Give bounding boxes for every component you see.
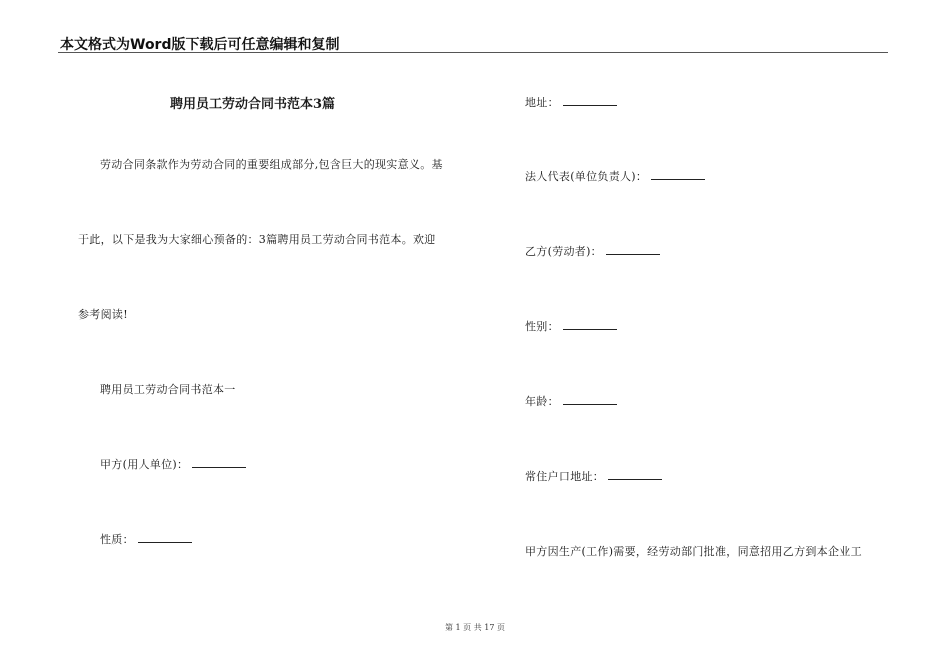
page-footer: 第 1 页 共 17 页 <box>445 623 505 632</box>
blank-underline <box>563 105 617 106</box>
form-field-address <box>525 94 617 110</box>
blank-underline <box>563 329 617 330</box>
blank-underline <box>563 404 617 405</box>
paragraph-text: 于此，以下是我为大家细心预备的：3篇聘用员工劳动合同书范本。欢迎 <box>78 233 436 246</box>
field-label: 法人代表(单位负责人)： <box>525 170 648 183</box>
section-heading <box>100 381 236 397</box>
document-title: 聘用员工劳动合同书范本3篇 <box>170 97 336 112</box>
field-label: 性质： <box>100 533 134 546</box>
header-rule <box>58 52 888 53</box>
header-banner: 本文格式为Word版下载后可任意编辑和复制 <box>60 37 340 53</box>
paragraph-text: 劳动合同条款作为劳动合同的重要组成部分,包含巨大的现实意义。基 <box>100 158 443 171</box>
form-field-residence <box>525 468 662 484</box>
form-field-legal-rep <box>525 168 705 184</box>
field-label: 性别： <box>525 320 559 333</box>
paragraph-text: 甲方因生产(工作)需要，经劳动部门批准，同意招用乙方到本企业工 <box>525 545 862 558</box>
blank-underline <box>608 479 662 480</box>
paragraph-text: 参考阅读! <box>78 308 128 321</box>
paragraph-line <box>78 231 436 247</box>
field-label: 常住户口地址： <box>525 470 605 483</box>
field-label: 乙方(劳动者)： <box>525 245 602 258</box>
blank-underline <box>606 254 660 255</box>
form-field-age <box>525 393 617 409</box>
paragraph-line <box>525 543 862 559</box>
field-label: 甲方(用人单位)： <box>100 458 189 471</box>
blank-underline <box>651 179 705 180</box>
section-heading-text: 聘用员工劳动合同书范本一 <box>100 383 236 396</box>
blank-underline <box>192 467 246 468</box>
form-field-nature <box>100 531 192 547</box>
form-field-employer <box>100 456 246 472</box>
paragraph-line <box>78 306 128 322</box>
field-label: 地址： <box>525 96 559 109</box>
form-field-employee <box>525 243 660 259</box>
field-label: 年龄： <box>525 395 559 408</box>
blank-underline <box>138 542 192 543</box>
paragraph-line <box>100 156 443 172</box>
form-field-gender <box>525 318 617 334</box>
